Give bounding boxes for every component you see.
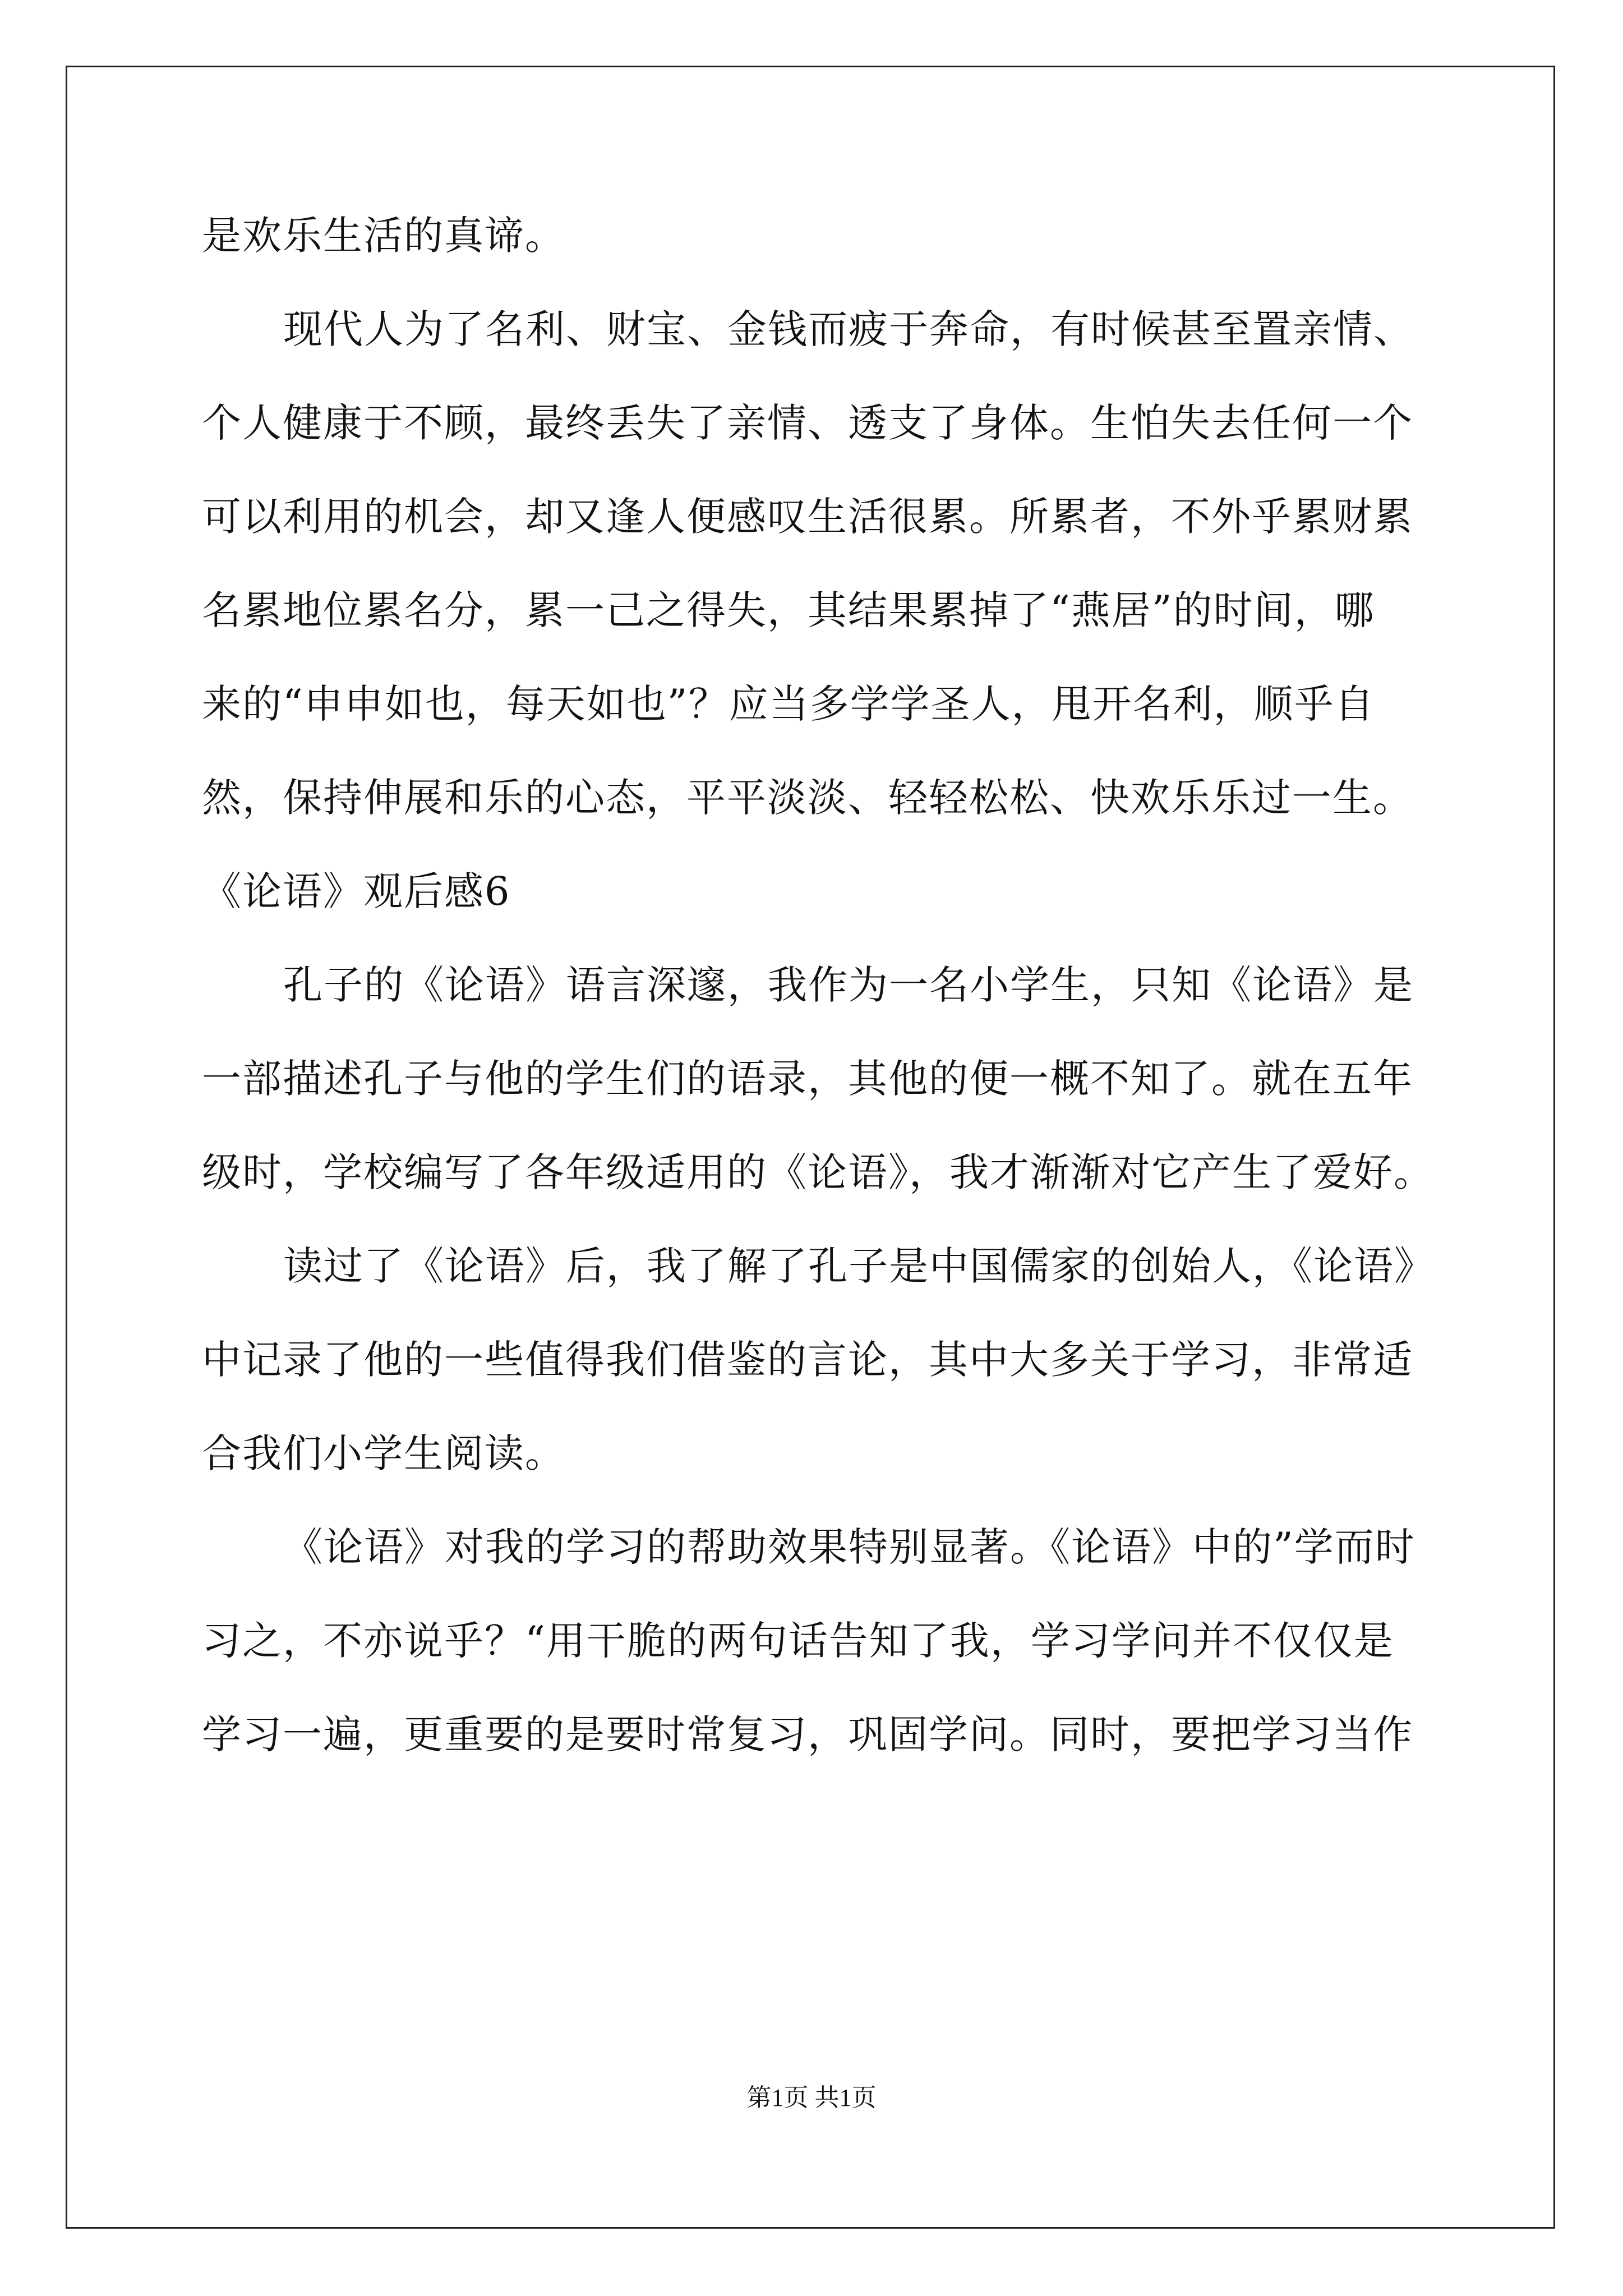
text-line: 然，保持伸展和乐的心态，平平淡淡、轻轻松松、快欢乐乐过一生。 [202, 775, 1413, 821]
text-line: 级时，学校编写了各年级适用的《论语》，我才渐渐对它产生了爱好。 [202, 1149, 1434, 1195]
paragraph-start: 现代人为了名利、财宝、金钱而疲于奔命，有时候甚至置亲情、 [283, 306, 1414, 352]
text-line: 合我们小学生阅读。 [202, 1430, 565, 1476]
text-line: 个人健康于不顾，最终丢失了亲情、透支了身体。生怕失去任何一个 [202, 400, 1413, 446]
paragraph-start: 《论语》对我的学习的帮助效果特别显著。《论语》中的”学而时 [283, 1524, 1415, 1570]
page-border [66, 66, 1555, 2229]
text-line: 习之，不亦说乎？“用干脆的两句话告知了我，学习学问并不仅仅是 [202, 1618, 1394, 1664]
text-line: 中记录了他的一些值得我们借鉴的言论，其中大多关于学习，非常适 [202, 1337, 1413, 1383]
section-heading: 《论语》观后感6 [202, 868, 511, 914]
text-line: 来的“申申如也，每天如也”？应当多学学圣人，甩开名利，顺乎自 [202, 681, 1375, 727]
text-line: 名累地位累名分，累一己之得失，其结果累掉了“燕居”的时间，哪 [202, 587, 1375, 633]
paragraph-start: 孔子的《论语》语言深邃，我作为一名小学生，只知《论语》是 [283, 962, 1414, 1008]
paragraph-start: 读过了《论语》后，我了解了孔子是中国儒家的创始人，《论语》 [283, 1243, 1435, 1289]
page-footer: 第1页 共1页 [746, 2084, 877, 2111]
text-line: 学习一遍，更重要的是要时常复习，巩固学问。同时，要把学习当作 [202, 1711, 1413, 1757]
text-line: 是欢乐生活的真谛。 [202, 213, 565, 259]
text-line: 可以利用的机会，却又逢人便感叹生活很累。所累者，不外乎累财累 [202, 494, 1413, 540]
text-line: 一部描述孔子与他的学生们的语录，其他的便一概不知了。就在五年 [202, 1056, 1413, 1102]
